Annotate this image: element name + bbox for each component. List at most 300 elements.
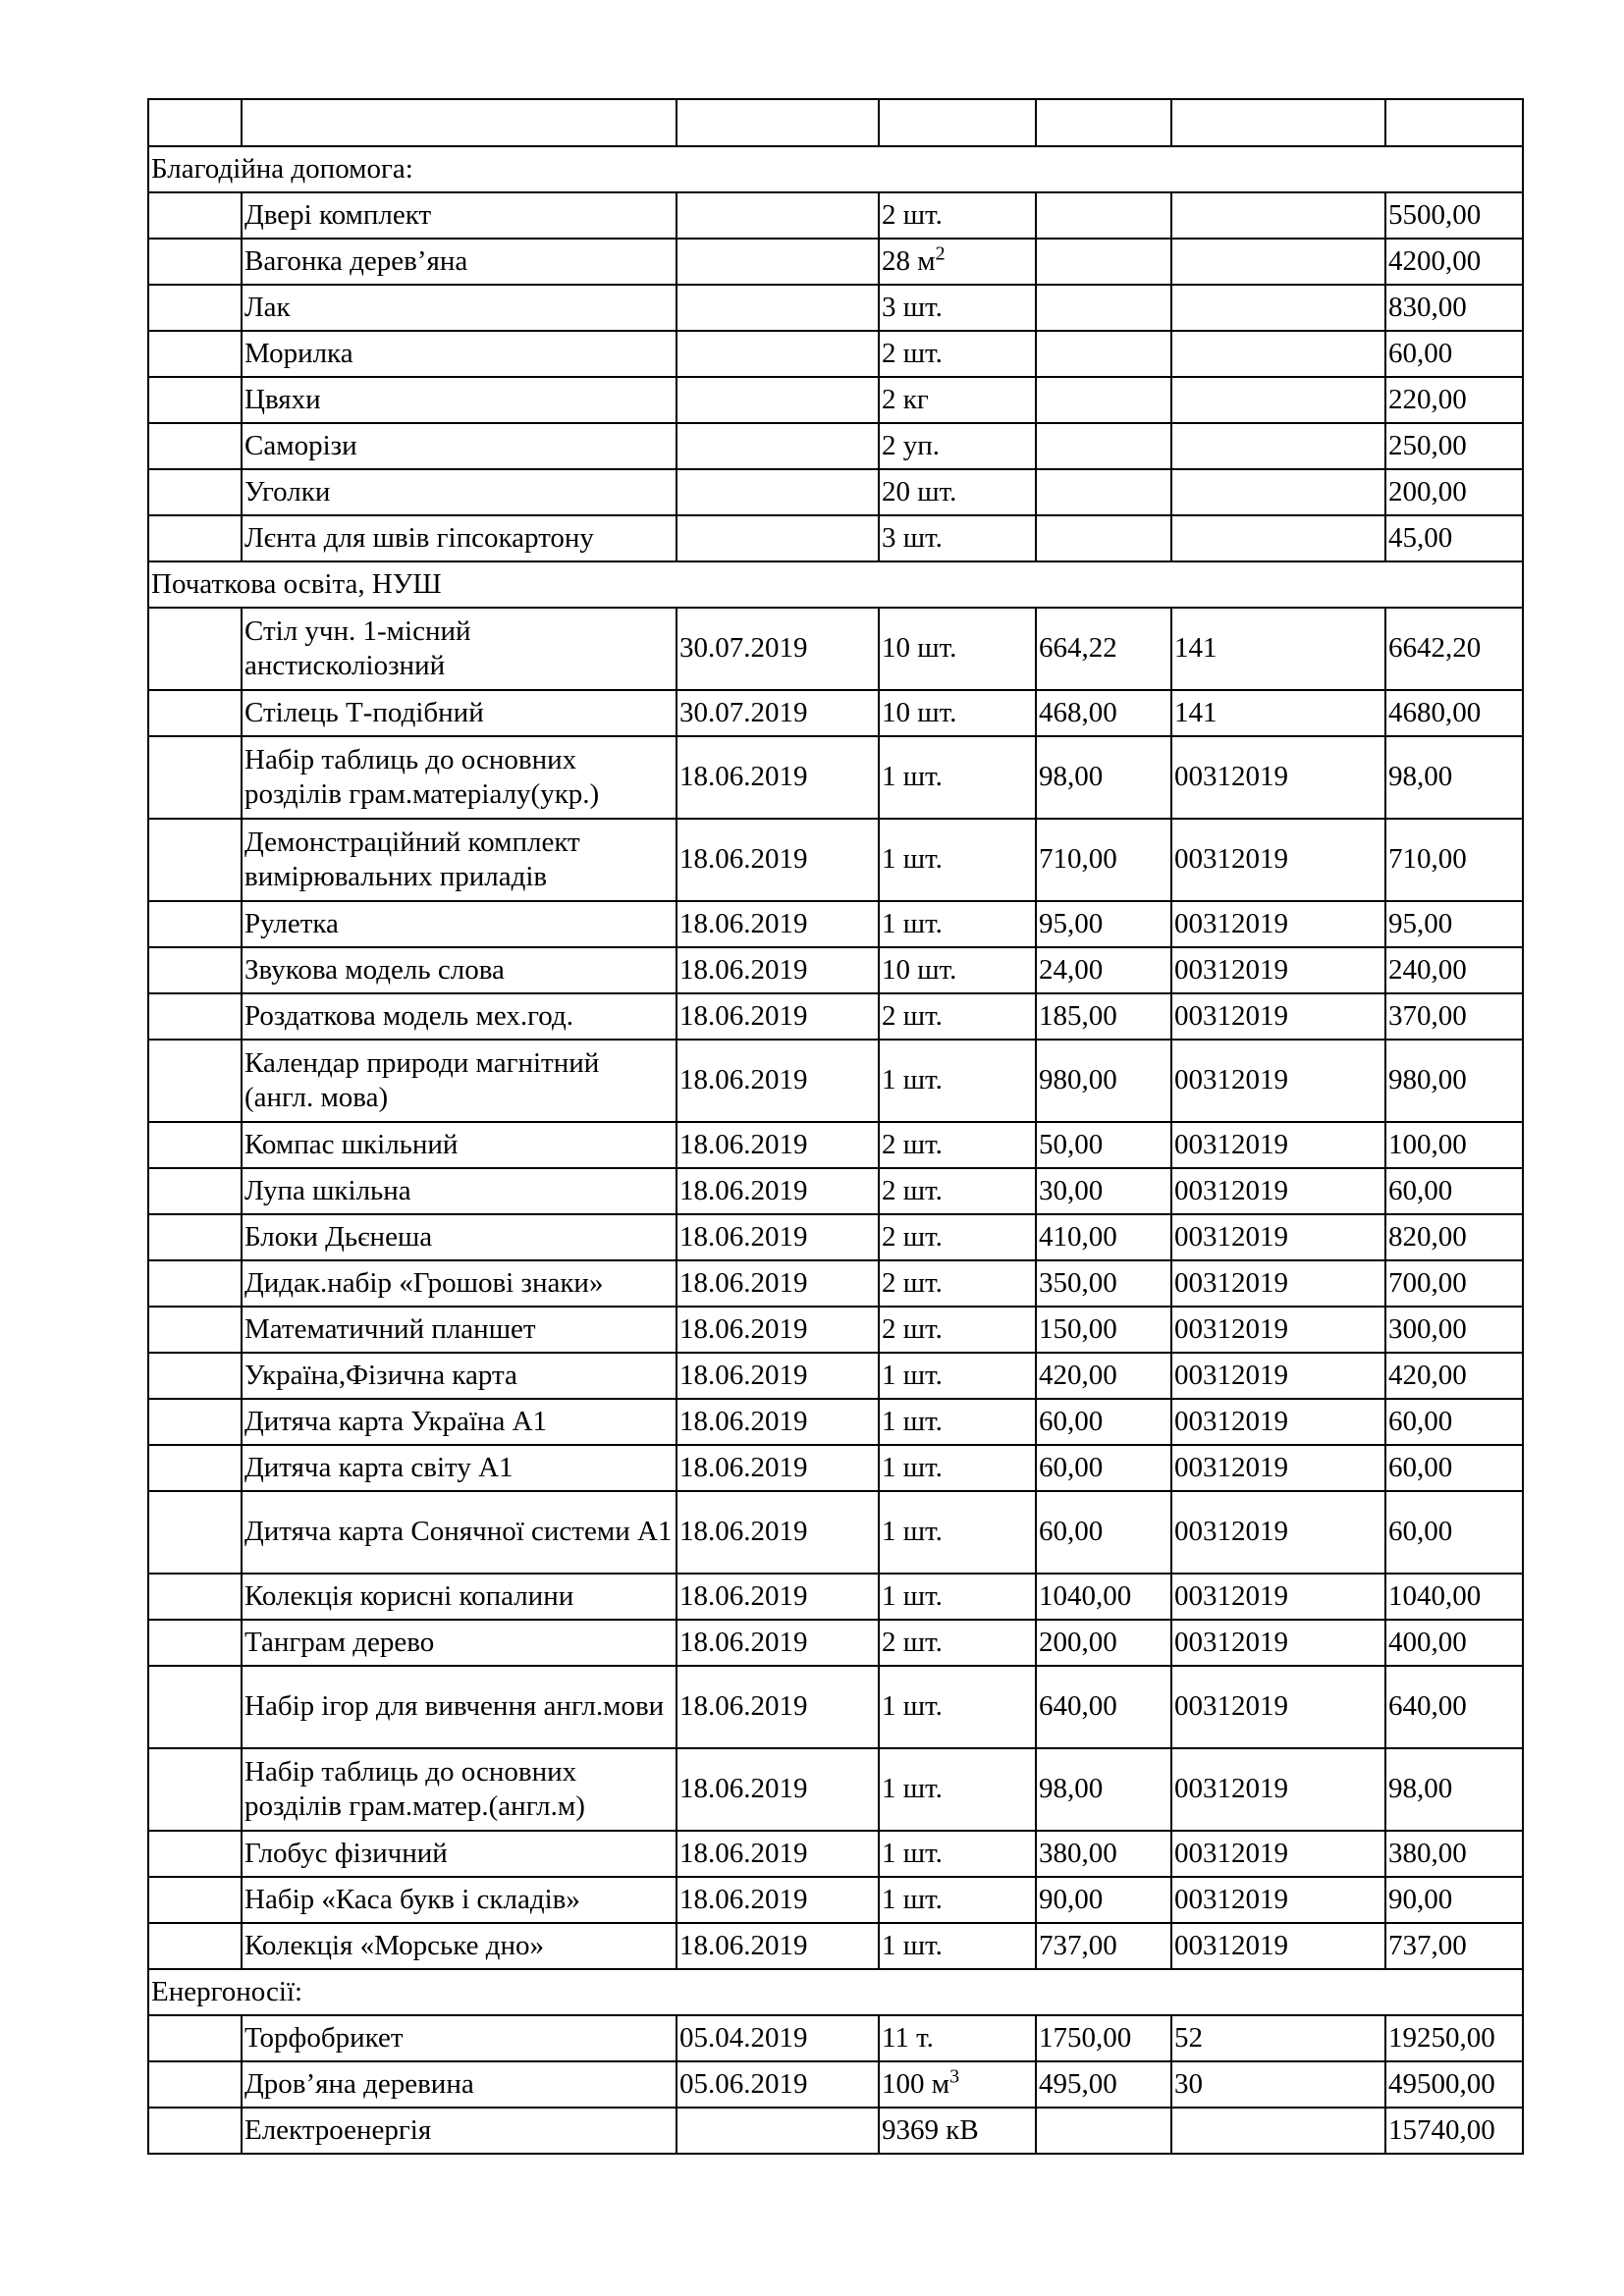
table-row bbox=[148, 1040, 1523, 1122]
number-cell bbox=[148, 608, 242, 690]
price-cell: 737,00 bbox=[1036, 1923, 1171, 1969]
sum-cell: 5500,00 bbox=[1385, 192, 1523, 239]
quantity-value: 2 шт. bbox=[882, 1312, 943, 1345]
number-cell bbox=[148, 1122, 242, 1168]
table-row bbox=[148, 608, 1523, 690]
document-number-cell bbox=[1171, 239, 1385, 285]
number-cell bbox=[148, 1168, 242, 1214]
table-row bbox=[148, 1491, 1523, 1574]
date-cell: 18.06.2019 bbox=[677, 1214, 879, 1260]
item-name-cell: Дидак.набір «Грошові знаки» bbox=[242, 1260, 677, 1307]
header-cell bbox=[1171, 99, 1385, 146]
date-cell: 18.06.2019 bbox=[677, 901, 879, 947]
sum-cell: 1040,00 bbox=[1385, 1574, 1523, 1620]
number-cell bbox=[148, 1399, 242, 1445]
item-name-cell: Морилка bbox=[242, 331, 677, 377]
quantity-cell bbox=[879, 1877, 1036, 1923]
date-cell bbox=[677, 239, 879, 285]
date-cell: 18.06.2019 bbox=[677, 1260, 879, 1307]
quantity-cell bbox=[879, 690, 1036, 736]
date-cell: 18.06.2019 bbox=[677, 1831, 879, 1877]
quantity-value: 28 м bbox=[882, 244, 936, 277]
number-cell bbox=[148, 285, 242, 331]
price-cell: 24,00 bbox=[1036, 947, 1171, 993]
item-name-cell: Глобус фізичний bbox=[242, 1831, 677, 1877]
quantity-value: 1 шт. bbox=[882, 843, 943, 876]
quantity-value: 9369 кВ bbox=[882, 2113, 979, 2146]
quantity-cell bbox=[879, 947, 1036, 993]
sum-cell: 300,00 bbox=[1385, 1307, 1523, 1353]
number-cell bbox=[148, 377, 242, 423]
quantity-cell bbox=[879, 2108, 1036, 2154]
document-number-cell: 00312019 bbox=[1171, 1831, 1385, 1877]
document-number-cell: 00312019 bbox=[1171, 993, 1385, 1040]
quantity-cell bbox=[879, 331, 1036, 377]
table-row bbox=[148, 901, 1523, 947]
sum-cell: 250,00 bbox=[1385, 423, 1523, 469]
number-cell bbox=[148, 239, 242, 285]
price-cell: 495,00 bbox=[1036, 2061, 1171, 2108]
item-name-cell: Лак bbox=[242, 285, 677, 331]
price-cell: 1750,00 bbox=[1036, 2015, 1171, 2061]
date-cell bbox=[677, 192, 879, 239]
price-cell bbox=[1036, 2108, 1171, 2154]
price-cell: 98,00 bbox=[1036, 736, 1171, 819]
date-cell: 18.06.2019 bbox=[677, 1877, 879, 1923]
quantity-cell bbox=[879, 608, 1036, 690]
table-row bbox=[148, 1122, 1523, 1168]
number-cell bbox=[148, 469, 242, 515]
sum-cell: 45,00 bbox=[1385, 515, 1523, 561]
section-title: Благодійна допомога: bbox=[148, 146, 1523, 192]
number-cell bbox=[148, 1574, 242, 1620]
number-cell bbox=[148, 1260, 242, 1307]
quantity-value: 2 шт. bbox=[882, 337, 943, 369]
quantity-cell bbox=[879, 901, 1036, 947]
quantity-value: 1 шт. bbox=[882, 1883, 943, 1915]
quantity-value: 1 шт. bbox=[882, 1359, 943, 1391]
table-row bbox=[148, 1923, 1523, 1969]
document-number-cell: 00312019 bbox=[1171, 1666, 1385, 1748]
sum-cell: 6642,20 bbox=[1385, 608, 1523, 690]
header-cell bbox=[1385, 99, 1523, 146]
quantity-value: 100 м bbox=[882, 2067, 950, 2100]
document-number-cell: 00312019 bbox=[1171, 1445, 1385, 1491]
number-cell bbox=[148, 2015, 242, 2061]
price-cell: 60,00 bbox=[1036, 1399, 1171, 1445]
number-cell bbox=[148, 1666, 242, 1748]
price-cell: 90,00 bbox=[1036, 1877, 1171, 1923]
sum-cell: 60,00 bbox=[1385, 1399, 1523, 1445]
number-cell bbox=[148, 1923, 242, 1969]
sum-cell: 820,00 bbox=[1385, 1214, 1523, 1260]
table-row bbox=[148, 1748, 1523, 1831]
table-row bbox=[148, 1574, 1523, 1620]
sum-cell: 420,00 bbox=[1385, 1353, 1523, 1399]
number-cell bbox=[148, 901, 242, 947]
quantity-value: 1 шт. bbox=[882, 1837, 943, 1869]
price-cell bbox=[1036, 423, 1171, 469]
sum-cell: 830,00 bbox=[1385, 285, 1523, 331]
quantity-cell bbox=[879, 515, 1036, 561]
table-row bbox=[148, 331, 1523, 377]
sum-cell: 980,00 bbox=[1385, 1040, 1523, 1122]
date-cell: 05.04.2019 bbox=[677, 2015, 879, 2061]
quantity-cell bbox=[879, 239, 1036, 285]
item-name-cell: Стілець Т-подібний bbox=[242, 690, 677, 736]
document-number-cell: 141 bbox=[1171, 608, 1385, 690]
document-number-cell: 00312019 bbox=[1171, 736, 1385, 819]
quantity-cell bbox=[879, 1353, 1036, 1399]
item-name-cell: Лупа шкільна bbox=[242, 1168, 677, 1214]
sum-cell: 220,00 bbox=[1385, 377, 1523, 423]
price-cell: 200,00 bbox=[1036, 1620, 1171, 1666]
document-number-cell: 00312019 bbox=[1171, 1574, 1385, 1620]
quantity-cell bbox=[879, 1307, 1036, 1353]
quantity-cell bbox=[879, 285, 1036, 331]
quantity-cell bbox=[879, 2061, 1036, 2108]
table-row bbox=[148, 2061, 1523, 2108]
sum-cell: 640,00 bbox=[1385, 1666, 1523, 1748]
quantity-value: 1 шт. bbox=[882, 1929, 943, 1961]
number-cell bbox=[148, 947, 242, 993]
quantity-value: 1 шт. bbox=[882, 1773, 943, 1805]
sum-cell: 200,00 bbox=[1385, 469, 1523, 515]
price-cell: 1040,00 bbox=[1036, 1574, 1171, 1620]
quantity-cell bbox=[879, 377, 1036, 423]
date-cell: 18.06.2019 bbox=[677, 1307, 879, 1353]
table-row bbox=[148, 1666, 1523, 1748]
document-number-cell: 00312019 bbox=[1171, 1620, 1385, 1666]
quantity-value: 1 шт. bbox=[882, 1064, 943, 1096]
table-row bbox=[148, 377, 1523, 423]
quantity-cell bbox=[879, 736, 1036, 819]
date-cell: 18.06.2019 bbox=[677, 947, 879, 993]
price-cell: 664,22 bbox=[1036, 608, 1171, 690]
date-cell: 18.06.2019 bbox=[677, 819, 879, 901]
table-row bbox=[148, 1353, 1523, 1399]
quantity-cell bbox=[879, 1831, 1036, 1877]
unit-exponent: 3 bbox=[949, 2065, 960, 2088]
date-cell: 18.06.2019 bbox=[677, 1620, 879, 1666]
quantity-value: 2 шт. bbox=[882, 1266, 943, 1299]
price-cell: 185,00 bbox=[1036, 993, 1171, 1040]
document-number-cell: 00312019 bbox=[1171, 1748, 1385, 1831]
sum-cell: 60,00 bbox=[1385, 1491, 1523, 1574]
quantity-value: 1 шт. bbox=[882, 1451, 943, 1483]
table-row bbox=[148, 1445, 1523, 1491]
item-name-cell: Рулетка bbox=[242, 901, 677, 947]
price-cell: 50,00 bbox=[1036, 1122, 1171, 1168]
price-cell bbox=[1036, 469, 1171, 515]
date-cell: 05.06.2019 bbox=[677, 2061, 879, 2108]
date-cell: 30.07.2019 bbox=[677, 690, 879, 736]
item-name-cell: Демонстраційний комплект вимірювальних приладів bbox=[242, 819, 677, 901]
document-number-cell: 00312019 bbox=[1171, 1307, 1385, 1353]
document-number-cell bbox=[1171, 331, 1385, 377]
document-number-cell bbox=[1171, 377, 1385, 423]
quantity-cell bbox=[879, 192, 1036, 239]
date-cell: 30.07.2019 bbox=[677, 608, 879, 690]
header-cell bbox=[677, 99, 879, 146]
date-cell: 18.06.2019 bbox=[677, 1923, 879, 1969]
price-cell bbox=[1036, 331, 1171, 377]
document-number-cell: 00312019 bbox=[1171, 901, 1385, 947]
quantity-cell bbox=[879, 1040, 1036, 1122]
quantity-cell bbox=[879, 1666, 1036, 1748]
quantity-cell bbox=[879, 1260, 1036, 1307]
table-row bbox=[148, 469, 1523, 515]
quantity-cell bbox=[879, 423, 1036, 469]
document-number-cell: 00312019 bbox=[1171, 1168, 1385, 1214]
date-cell bbox=[677, 515, 879, 561]
item-name-cell: Танграм дерево bbox=[242, 1620, 677, 1666]
document-number-cell: 00312019 bbox=[1171, 1260, 1385, 1307]
number-cell bbox=[148, 2108, 242, 2154]
price-cell: 60,00 bbox=[1036, 1491, 1171, 1574]
table-row bbox=[148, 690, 1523, 736]
quantity-cell bbox=[879, 993, 1036, 1040]
price-cell: 30,00 bbox=[1036, 1168, 1171, 1214]
quantity-value: 2 шт. bbox=[882, 198, 943, 231]
sum-cell: 98,00 bbox=[1385, 1748, 1523, 1831]
table-row bbox=[148, 1877, 1523, 1923]
item-name-cell: Набір «Каса букв і складів» bbox=[242, 1877, 677, 1923]
quantity-cell bbox=[879, 469, 1036, 515]
quantity-value: 2 шт. bbox=[882, 1128, 943, 1160]
quantity-value: 10 шт. bbox=[882, 632, 957, 665]
item-name-cell: Саморізи bbox=[242, 423, 677, 469]
item-name-cell: Дитяча карта світу А1 bbox=[242, 1445, 677, 1491]
document-number-cell: 52 bbox=[1171, 2015, 1385, 2061]
number-cell bbox=[148, 1748, 242, 1831]
date-cell: 18.06.2019 bbox=[677, 1353, 879, 1399]
section-title: Початкова освіта, НУШ bbox=[148, 561, 1523, 608]
price-cell bbox=[1036, 239, 1171, 285]
date-cell: 18.06.2019 bbox=[677, 1748, 879, 1831]
item-name-cell: Набір таблиць до основних розділів грам.матер.(англ.м) bbox=[242, 1748, 677, 1831]
table-row bbox=[148, 1831, 1523, 1877]
number-cell bbox=[148, 1214, 242, 1260]
number-cell bbox=[148, 423, 242, 469]
sum-cell: 380,00 bbox=[1385, 1831, 1523, 1877]
document-table bbox=[147, 98, 1524, 2155]
date-cell bbox=[677, 2108, 879, 2154]
table-row bbox=[148, 2015, 1523, 2061]
date-cell bbox=[677, 377, 879, 423]
item-name-cell: Цвяхи bbox=[242, 377, 677, 423]
table-row bbox=[148, 285, 1523, 331]
document-number-cell: 00312019 bbox=[1171, 1214, 1385, 1260]
section-row bbox=[148, 1969, 1523, 2015]
quantity-value: 11 т. bbox=[882, 2021, 934, 2054]
number-cell bbox=[148, 2061, 242, 2108]
quantity-value: 2 шт. bbox=[882, 1220, 943, 1253]
number-cell bbox=[148, 1445, 242, 1491]
price-cell: 98,00 bbox=[1036, 1748, 1171, 1831]
item-name-cell: Дитяча карта Україна А1 bbox=[242, 1399, 677, 1445]
date-cell: 18.06.2019 bbox=[677, 1491, 879, 1574]
number-cell bbox=[148, 192, 242, 239]
item-name-cell: Набір таблиць до основних розділів грам.матеріалу(укр.) bbox=[242, 736, 677, 819]
table-body bbox=[148, 99, 1523, 2154]
document-number-cell: 30 bbox=[1171, 2061, 1385, 2108]
item-name-cell: Дитяча карта Сонячної системи А1 bbox=[242, 1491, 677, 1574]
item-name-cell: Математичний планшет bbox=[242, 1307, 677, 1353]
header-cell bbox=[242, 99, 677, 146]
quantity-value: 2 шт. bbox=[882, 1174, 943, 1206]
document-number-cell: 00312019 bbox=[1171, 819, 1385, 901]
sum-cell: 15740,00 bbox=[1385, 2108, 1523, 2154]
document-number-cell: 00312019 bbox=[1171, 1491, 1385, 1574]
price-cell: 980,00 bbox=[1036, 1040, 1171, 1122]
date-cell: 18.06.2019 bbox=[677, 1666, 879, 1748]
quantity-value: 1 шт. bbox=[882, 1579, 943, 1612]
date-cell: 18.06.2019 bbox=[677, 1445, 879, 1491]
table-row bbox=[148, 239, 1523, 285]
header-cell bbox=[879, 99, 1036, 146]
date-cell: 18.06.2019 bbox=[677, 736, 879, 819]
quantity-cell bbox=[879, 1122, 1036, 1168]
number-cell bbox=[148, 1491, 242, 1574]
sum-cell: 4680,00 bbox=[1385, 690, 1523, 736]
date-cell: 18.06.2019 bbox=[677, 993, 879, 1040]
document-number-cell: 00312019 bbox=[1171, 1877, 1385, 1923]
sum-cell: 90,00 bbox=[1385, 1877, 1523, 1923]
document-number-cell: 141 bbox=[1171, 690, 1385, 736]
document-number-cell bbox=[1171, 515, 1385, 561]
price-cell: 380,00 bbox=[1036, 1831, 1171, 1877]
sum-cell: 700,00 bbox=[1385, 1260, 1523, 1307]
number-cell bbox=[148, 819, 242, 901]
item-name-cell: Торфобрикет bbox=[242, 2015, 677, 2061]
price-cell: 468,00 bbox=[1036, 690, 1171, 736]
document-number-cell: 00312019 bbox=[1171, 1353, 1385, 1399]
number-cell bbox=[148, 993, 242, 1040]
price-cell: 640,00 bbox=[1036, 1666, 1171, 1748]
quantity-cell bbox=[879, 1574, 1036, 1620]
number-cell bbox=[148, 736, 242, 819]
table-row bbox=[148, 1260, 1523, 1307]
section-row bbox=[148, 146, 1523, 192]
section-row bbox=[148, 561, 1523, 608]
price-cell: 420,00 bbox=[1036, 1353, 1171, 1399]
header-cell bbox=[148, 99, 242, 146]
number-cell bbox=[148, 1307, 242, 1353]
quantity-cell bbox=[879, 819, 1036, 901]
table-row bbox=[148, 515, 1523, 561]
table-row bbox=[148, 947, 1523, 993]
quantity-value: 3 шт. bbox=[882, 521, 943, 554]
price-cell: 410,00 bbox=[1036, 1214, 1171, 1260]
date-cell: 18.06.2019 bbox=[677, 1168, 879, 1214]
item-name-cell: Колекція корисні копалини bbox=[242, 1574, 677, 1620]
price-cell: 710,00 bbox=[1036, 819, 1171, 901]
date-cell bbox=[677, 285, 879, 331]
number-cell bbox=[148, 1877, 242, 1923]
quantity-value: 2 шт. bbox=[882, 999, 943, 1032]
quantity-value: 1 шт. bbox=[882, 1516, 943, 1548]
sum-cell: 19250,00 bbox=[1385, 2015, 1523, 2061]
number-cell bbox=[148, 1831, 242, 1877]
item-name-cell: Стіл учн. 1-місний анстисколіозний bbox=[242, 608, 677, 690]
item-name-cell: Набір ігор для вивчення англ.мови bbox=[242, 1666, 677, 1748]
table-row bbox=[148, 1168, 1523, 1214]
price-cell: 95,00 bbox=[1036, 901, 1171, 947]
quantity-cell bbox=[879, 1445, 1036, 1491]
quantity-value: 3 шт. bbox=[882, 291, 943, 323]
price-cell: 150,00 bbox=[1036, 1307, 1171, 1353]
quantity-value: 10 шт. bbox=[882, 696, 957, 728]
quantity-value: 2 уп. bbox=[882, 429, 941, 461]
number-cell bbox=[148, 515, 242, 561]
quantity-cell bbox=[879, 1491, 1036, 1574]
price-cell: 60,00 bbox=[1036, 1445, 1171, 1491]
sum-cell: 95,00 bbox=[1385, 901, 1523, 947]
quantity-value: 2 кг bbox=[882, 383, 929, 415]
quantity-cell bbox=[879, 1168, 1036, 1214]
table-row bbox=[148, 1620, 1523, 1666]
quantity-value: 1 шт. bbox=[882, 1690, 943, 1723]
number-cell bbox=[148, 331, 242, 377]
sum-cell: 60,00 bbox=[1385, 331, 1523, 377]
table-row bbox=[148, 1307, 1523, 1353]
item-name-cell: Звукова модель слова bbox=[242, 947, 677, 993]
unit-exponent: 2 bbox=[935, 242, 946, 265]
number-cell bbox=[148, 690, 242, 736]
document-number-cell: 00312019 bbox=[1171, 1923, 1385, 1969]
item-name-cell: Календар природи магнітний (англ. мова) bbox=[242, 1040, 677, 1122]
document-number-cell: 00312019 bbox=[1171, 1040, 1385, 1122]
item-name-cell: Україна,Фізична карта bbox=[242, 1353, 677, 1399]
quantity-value: 1 шт. bbox=[882, 761, 943, 793]
table-row bbox=[148, 423, 1523, 469]
section-title: Енергоносії: bbox=[148, 1969, 1523, 2015]
sum-cell: 100,00 bbox=[1385, 1122, 1523, 1168]
number-cell bbox=[148, 1620, 242, 1666]
date-cell: 18.06.2019 bbox=[677, 1399, 879, 1445]
date-cell: 18.06.2019 bbox=[677, 1574, 879, 1620]
sum-cell: 737,00 bbox=[1385, 1923, 1523, 1969]
sum-cell: 60,00 bbox=[1385, 1445, 1523, 1491]
price-cell bbox=[1036, 192, 1171, 239]
document-number-cell bbox=[1171, 2108, 1385, 2154]
number-cell bbox=[148, 1353, 242, 1399]
header-cell bbox=[1036, 99, 1171, 146]
sum-cell: 98,00 bbox=[1385, 736, 1523, 819]
quantity-cell bbox=[879, 1748, 1036, 1831]
sum-cell: 60,00 bbox=[1385, 1168, 1523, 1214]
table-row bbox=[148, 1214, 1523, 1260]
sum-cell: 4200,00 bbox=[1385, 239, 1523, 285]
sum-cell: 49500,00 bbox=[1385, 2061, 1523, 2108]
item-name-cell: Лєнта для швів гіпсокартону bbox=[242, 515, 677, 561]
quantity-cell bbox=[879, 1399, 1036, 1445]
header-row bbox=[148, 99, 1523, 146]
item-name-cell: Вагонка дерев’яна bbox=[242, 239, 677, 285]
item-name-cell: Двері комплект bbox=[242, 192, 677, 239]
item-name-cell: Електроенергія bbox=[242, 2108, 677, 2154]
document-number-cell: 00312019 bbox=[1171, 1399, 1385, 1445]
price-cell bbox=[1036, 515, 1171, 561]
document-number-cell bbox=[1171, 423, 1385, 469]
quantity-value: 20 шт. bbox=[882, 475, 957, 507]
quantity-cell bbox=[879, 1923, 1036, 1969]
date-cell: 18.06.2019 bbox=[677, 1122, 879, 1168]
sum-cell: 370,00 bbox=[1385, 993, 1523, 1040]
table-row bbox=[148, 192, 1523, 239]
item-name-cell: Уголки bbox=[242, 469, 677, 515]
